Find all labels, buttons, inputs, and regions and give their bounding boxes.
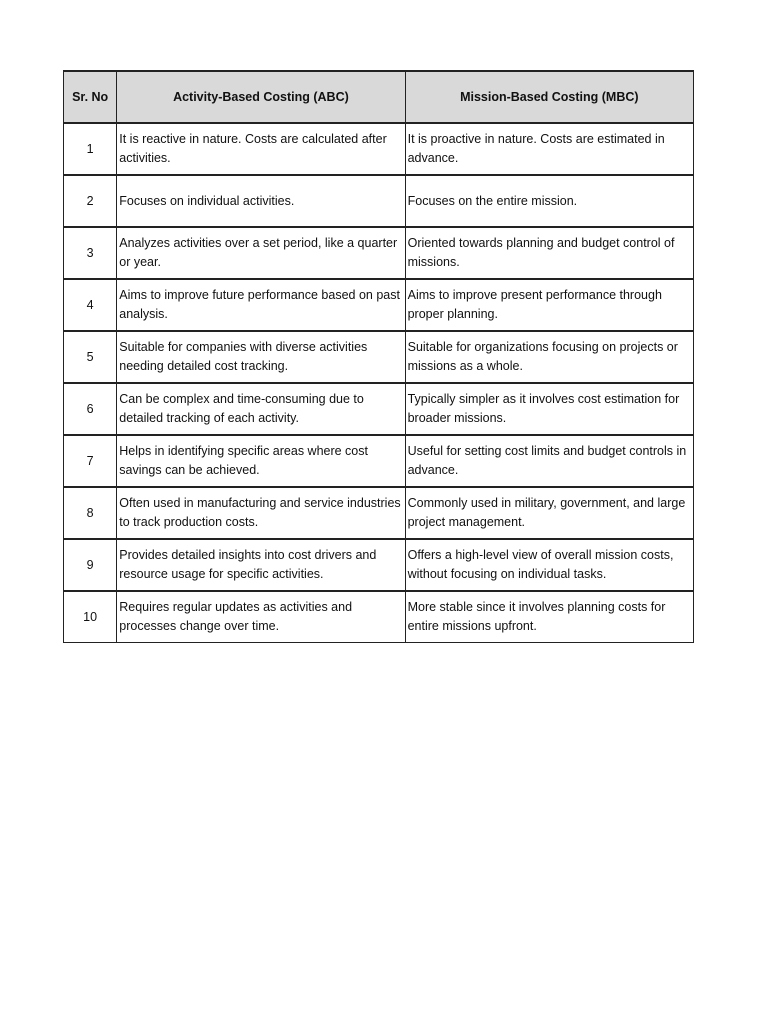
header-abc: Activity-Based Costing (ABC) [117, 71, 405, 123]
abc-cell: Focuses on individual activities. [117, 175, 405, 227]
sr-no-cell: 10 [64, 591, 117, 643]
sr-no-cell: 2 [64, 175, 117, 227]
table-row [64, 487, 694, 539]
table-row [64, 331, 694, 383]
abc-cell: Requires regular updates as activities and processes change over time. [117, 591, 405, 643]
mbc-cell: Oriented towards planning and budget control of missions. [405, 227, 693, 279]
abc-cell: Aims to improve future performance based on past analysis. [117, 279, 405, 331]
sr-no-cell: 9 [64, 539, 117, 591]
mbc-cell: Focuses on the entire mission. [405, 175, 693, 227]
mbc-cell: Offers a high-level view of overall mission costs, without focusing on individual tasks. [405, 539, 693, 591]
mbc-cell: Useful for setting cost limits and budget controls in advance. [405, 435, 693, 487]
abc-cell: Can be complex and time-consuming due to detailed tracking of each activity. [117, 383, 405, 435]
table-row [64, 591, 694, 643]
table-row [64, 435, 694, 487]
table-row [64, 227, 694, 279]
header-sr-no: Sr. No [64, 71, 117, 123]
table-row [64, 383, 694, 435]
abc-cell: Suitable for companies with diverse activities needing detailed cost tracking. [117, 331, 405, 383]
table-row [64, 123, 694, 175]
table-row [64, 175, 694, 227]
header-row [64, 71, 694, 123]
abc-cell: It is reactive in nature. Costs are calculated after activities. [117, 123, 405, 175]
mbc-cell: Typically simpler as it involves cost estimation for broader missions. [405, 383, 693, 435]
sr-no-cell: 1 [64, 123, 117, 175]
abc-cell: Helps in identifying specific areas where cost savings can be achieved. [117, 435, 405, 487]
sr-no-cell: 5 [64, 331, 117, 383]
mbc-cell: It is proactive in nature. Costs are estimated in advance. [405, 123, 693, 175]
mbc-cell: Aims to improve present performance through proper planning. [405, 279, 693, 331]
mbc-cell: Suitable for organizations focusing on projects or missions as a whole. [405, 331, 693, 383]
table-row [64, 539, 694, 591]
table-row [64, 279, 694, 331]
table-header [64, 71, 694, 123]
sr-no-cell: 4 [64, 279, 117, 331]
abc-cell: Often used in manufacturing and service industries to track production costs. [117, 487, 405, 539]
mbc-cell: More stable since it involves planning costs for entire missions upfront. [405, 591, 693, 643]
abc-cell: Analyzes activities over a set period, like a quarter or year. [117, 227, 405, 279]
table-body [64, 123, 694, 643]
sr-no-cell: 3 [64, 227, 117, 279]
comparison-table [63, 70, 694, 643]
mbc-cell: Commonly used in military, government, and large project management. [405, 487, 693, 539]
sr-no-cell: 6 [64, 383, 117, 435]
abc-cell: Provides detailed insights into cost drivers and resource usage for specific activities. [117, 539, 405, 591]
sr-no-cell: 7 [64, 435, 117, 487]
header-mbc: Mission-Based Costing (MBC) [405, 71, 693, 123]
sr-no-cell: 8 [64, 487, 117, 539]
